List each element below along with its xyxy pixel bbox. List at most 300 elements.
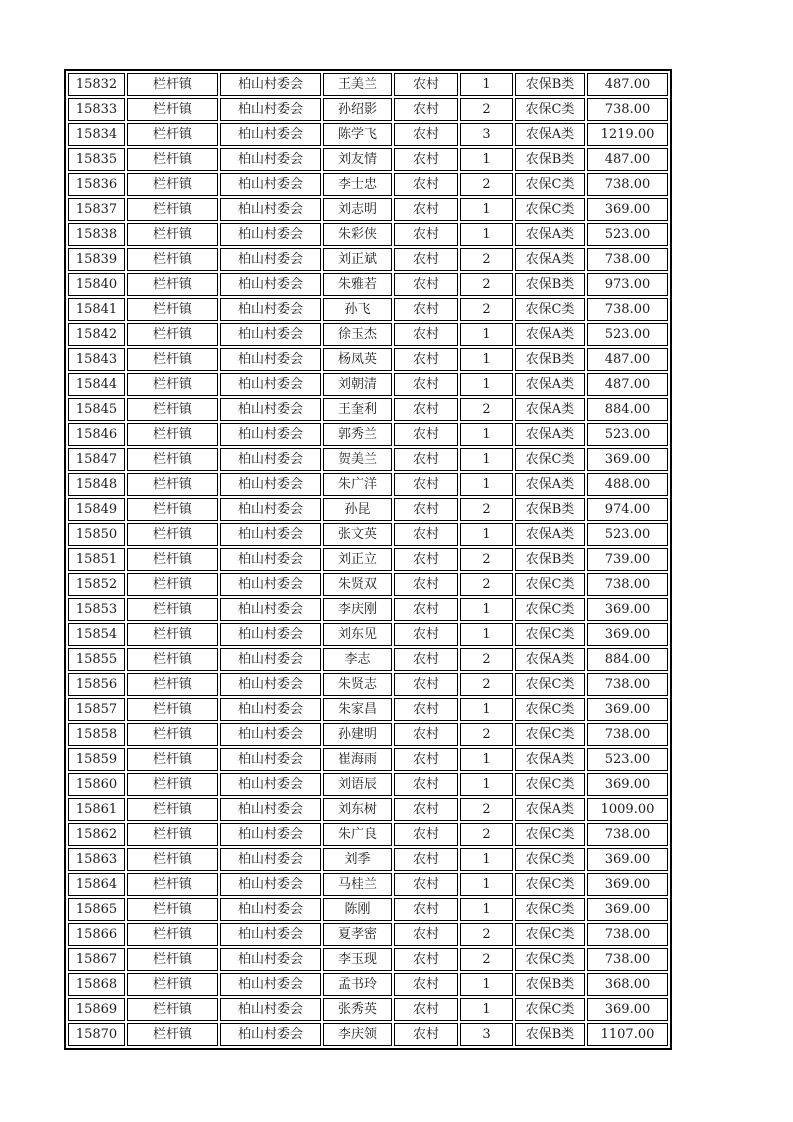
cell-amount: 368.00 bbox=[587, 973, 668, 996]
cell-village-committee: 柏山村委会 bbox=[220, 298, 321, 321]
cell-person-count: 1 bbox=[460, 848, 513, 871]
cell-person-name: 刘正立 bbox=[323, 548, 392, 571]
table-row bbox=[68, 673, 668, 696]
cell-person-name: 刘东树 bbox=[323, 798, 392, 821]
cell-amount: 738.00 bbox=[587, 248, 668, 271]
cell-residence-type: 农村 bbox=[394, 698, 458, 721]
cell-insurance-category: 农保A类 bbox=[515, 323, 585, 346]
cell-person-name: 刘友情 bbox=[323, 148, 392, 171]
cell-town: 栏杆镇 bbox=[127, 223, 218, 246]
cell-person-count: 2 bbox=[460, 173, 513, 196]
cell-residence-type: 农村 bbox=[394, 323, 458, 346]
cell-record-id: 15842 bbox=[68, 323, 125, 346]
cell-village-committee: 柏山村委会 bbox=[220, 698, 321, 721]
cell-town: 栏杆镇 bbox=[127, 948, 218, 971]
cell-residence-type: 农村 bbox=[394, 173, 458, 196]
cell-amount: 738.00 bbox=[587, 98, 668, 121]
table-row bbox=[68, 898, 668, 921]
cell-village-committee: 柏山村委会 bbox=[220, 773, 321, 796]
cell-record-id: 15861 bbox=[68, 798, 125, 821]
cell-town: 栏杆镇 bbox=[127, 998, 218, 1021]
cell-residence-type: 农村 bbox=[394, 348, 458, 371]
cell-town: 栏杆镇 bbox=[127, 573, 218, 596]
cell-person-count: 2 bbox=[460, 673, 513, 696]
cell-residence-type: 农村 bbox=[394, 73, 458, 96]
cell-person-count: 2 bbox=[460, 98, 513, 121]
table-row bbox=[68, 573, 668, 596]
cell-person-count: 2 bbox=[460, 498, 513, 521]
cell-record-id: 15846 bbox=[68, 423, 125, 446]
cell-person-name: 张秀英 bbox=[323, 998, 392, 1021]
table-row bbox=[68, 298, 668, 321]
cell-amount: 369.00 bbox=[587, 873, 668, 896]
cell-town: 栏杆镇 bbox=[127, 848, 218, 871]
cell-insurance-category: 农保B类 bbox=[515, 273, 585, 296]
cell-person-name: 朱广洋 bbox=[323, 473, 392, 496]
cell-insurance-category: 农保B类 bbox=[515, 73, 585, 96]
cell-amount: 523.00 bbox=[587, 523, 668, 546]
cell-person-count: 2 bbox=[460, 248, 513, 271]
cell-record-id: 15864 bbox=[68, 873, 125, 896]
table-row bbox=[68, 498, 668, 521]
cell-town: 栏杆镇 bbox=[127, 273, 218, 296]
cell-person-count: 1 bbox=[460, 373, 513, 396]
cell-record-id: 15847 bbox=[68, 448, 125, 471]
cell-amount: 369.00 bbox=[587, 623, 668, 646]
table-body bbox=[68, 73, 668, 1046]
cell-village-committee: 柏山村委会 bbox=[220, 598, 321, 621]
cell-village-committee: 柏山村委会 bbox=[220, 823, 321, 846]
cell-person-count: 2 bbox=[460, 923, 513, 946]
table-row bbox=[68, 848, 668, 871]
cell-person-count: 2 bbox=[460, 948, 513, 971]
cell-town: 栏杆镇 bbox=[127, 248, 218, 271]
cell-insurance-category: 农保A类 bbox=[515, 523, 585, 546]
table-row bbox=[68, 123, 668, 146]
table-row bbox=[68, 548, 668, 571]
cell-amount: 369.00 bbox=[587, 898, 668, 921]
cell-insurance-category: 农保A类 bbox=[515, 373, 585, 396]
cell-insurance-category: 农保B类 bbox=[515, 973, 585, 996]
cell-person-count: 1 bbox=[460, 773, 513, 796]
cell-town: 栏杆镇 bbox=[127, 348, 218, 371]
cell-insurance-category: 农保C类 bbox=[515, 298, 585, 321]
cell-person-name: 孟书玲 bbox=[323, 973, 392, 996]
cell-town: 栏杆镇 bbox=[127, 548, 218, 571]
cell-village-committee: 柏山村委会 bbox=[220, 998, 321, 1021]
cell-person-count: 1 bbox=[460, 198, 513, 221]
cell-residence-type: 农村 bbox=[394, 823, 458, 846]
cell-amount: 523.00 bbox=[587, 423, 668, 446]
table-row bbox=[68, 473, 668, 496]
cell-amount: 738.00 bbox=[587, 673, 668, 696]
cell-village-committee: 柏山村委会 bbox=[220, 1023, 321, 1046]
cell-person-count: 1 bbox=[460, 998, 513, 1021]
cell-residence-type: 农村 bbox=[394, 198, 458, 221]
cell-residence-type: 农村 bbox=[394, 648, 458, 671]
cell-residence-type: 农村 bbox=[394, 923, 458, 946]
cell-insurance-category: 农保C类 bbox=[515, 673, 585, 696]
cell-amount: 738.00 bbox=[587, 948, 668, 971]
cell-insurance-category: 农保C类 bbox=[515, 198, 585, 221]
cell-amount: 369.00 bbox=[587, 598, 668, 621]
cell-town: 栏杆镇 bbox=[127, 823, 218, 846]
cell-person-name: 朱彩侠 bbox=[323, 223, 392, 246]
cell-village-committee: 柏山村委会 bbox=[220, 248, 321, 271]
cell-residence-type: 农村 bbox=[394, 848, 458, 871]
cell-amount: 738.00 bbox=[587, 298, 668, 321]
cell-amount: 487.00 bbox=[587, 348, 668, 371]
cell-person-name: 陈刚 bbox=[323, 898, 392, 921]
cell-town: 栏杆镇 bbox=[127, 423, 218, 446]
table-row bbox=[68, 373, 668, 396]
cell-amount: 738.00 bbox=[587, 573, 668, 596]
cell-person-name: 张文英 bbox=[323, 523, 392, 546]
cell-residence-type: 农村 bbox=[394, 448, 458, 471]
cell-person-name: 郭秀兰 bbox=[323, 423, 392, 446]
table-row bbox=[68, 648, 668, 671]
cell-person-count: 2 bbox=[460, 273, 513, 296]
cell-village-committee: 柏山村委会 bbox=[220, 723, 321, 746]
cell-record-id: 15856 bbox=[68, 673, 125, 696]
cell-record-id: 15834 bbox=[68, 123, 125, 146]
cell-village-committee: 柏山村委会 bbox=[220, 498, 321, 521]
cell-person-name: 朱贤双 bbox=[323, 573, 392, 596]
cell-town: 栏杆镇 bbox=[127, 873, 218, 896]
cell-insurance-category: 农保C类 bbox=[515, 898, 585, 921]
cell-person-count: 2 bbox=[460, 573, 513, 596]
cell-insurance-category: 农保B类 bbox=[515, 1023, 585, 1046]
cell-town: 栏杆镇 bbox=[127, 623, 218, 646]
cell-village-committee: 柏山村委会 bbox=[220, 198, 321, 221]
table-row bbox=[68, 73, 668, 96]
cell-insurance-category: 农保A类 bbox=[515, 798, 585, 821]
cell-person-count: 1 bbox=[460, 973, 513, 996]
cell-person-name: 孙昆 bbox=[323, 498, 392, 521]
cell-town: 栏杆镇 bbox=[127, 748, 218, 771]
cell-insurance-category: 农保C类 bbox=[515, 923, 585, 946]
table-row bbox=[68, 448, 668, 471]
cell-residence-type: 农村 bbox=[394, 473, 458, 496]
cell-person-count: 1 bbox=[460, 523, 513, 546]
cell-residence-type: 农村 bbox=[394, 548, 458, 571]
table-row bbox=[68, 1023, 668, 1046]
cell-insurance-category: 农保A类 bbox=[515, 648, 585, 671]
cell-person-count: 1 bbox=[460, 698, 513, 721]
cell-insurance-category: 农保C类 bbox=[515, 873, 585, 896]
cell-village-committee: 柏山村委会 bbox=[220, 273, 321, 296]
cell-town: 栏杆镇 bbox=[127, 723, 218, 746]
cell-town: 栏杆镇 bbox=[127, 973, 218, 996]
cell-person-count: 1 bbox=[460, 898, 513, 921]
cell-person-name: 李庆领 bbox=[323, 1023, 392, 1046]
cell-record-id: 15860 bbox=[68, 773, 125, 796]
cell-insurance-category: 农保C类 bbox=[515, 448, 585, 471]
cell-amount: 523.00 bbox=[587, 748, 668, 771]
cell-village-committee: 柏山村委会 bbox=[220, 373, 321, 396]
cell-record-id: 15868 bbox=[68, 973, 125, 996]
cell-village-committee: 柏山村委会 bbox=[220, 923, 321, 946]
cell-person-name: 李志 bbox=[323, 648, 392, 671]
cell-residence-type: 农村 bbox=[394, 873, 458, 896]
cell-record-id: 15850 bbox=[68, 523, 125, 546]
cell-village-committee: 柏山村委会 bbox=[220, 98, 321, 121]
cell-residence-type: 农村 bbox=[394, 1023, 458, 1046]
cell-record-id: 15855 bbox=[68, 648, 125, 671]
cell-record-id: 15866 bbox=[68, 923, 125, 946]
cell-person-count: 1 bbox=[460, 448, 513, 471]
table-row bbox=[68, 948, 668, 971]
cell-record-id: 15838 bbox=[68, 223, 125, 246]
cell-person-count: 1 bbox=[460, 623, 513, 646]
cell-residence-type: 农村 bbox=[394, 973, 458, 996]
cell-person-count: 3 bbox=[460, 123, 513, 146]
cell-residence-type: 农村 bbox=[394, 223, 458, 246]
cell-record-id: 15867 bbox=[68, 948, 125, 971]
cell-residence-type: 农村 bbox=[394, 398, 458, 421]
cell-town: 栏杆镇 bbox=[127, 898, 218, 921]
cell-insurance-category: 农保B类 bbox=[515, 548, 585, 571]
table-row bbox=[68, 98, 668, 121]
cell-town: 栏杆镇 bbox=[127, 1023, 218, 1046]
cell-village-committee: 柏山村委会 bbox=[220, 973, 321, 996]
cell-person-name: 王美兰 bbox=[323, 73, 392, 96]
cell-insurance-category: 农保A类 bbox=[515, 748, 585, 771]
cell-insurance-category: 农保C类 bbox=[515, 723, 585, 746]
cell-person-count: 1 bbox=[460, 423, 513, 446]
cell-person-name: 朱雅若 bbox=[323, 273, 392, 296]
cell-person-count: 2 bbox=[460, 548, 513, 571]
cell-residence-type: 农村 bbox=[394, 298, 458, 321]
cell-person-name: 刘季 bbox=[323, 848, 392, 871]
cell-insurance-category: 农保C类 bbox=[515, 573, 585, 596]
cell-amount: 973.00 bbox=[587, 273, 668, 296]
cell-record-id: 15833 bbox=[68, 98, 125, 121]
cell-person-name: 朱家昌 bbox=[323, 698, 392, 721]
table-row bbox=[68, 873, 668, 896]
cell-person-count: 2 bbox=[460, 823, 513, 846]
table-row bbox=[68, 523, 668, 546]
cell-insurance-category: 农保C类 bbox=[515, 173, 585, 196]
cell-person-count: 2 bbox=[460, 648, 513, 671]
cell-record-id: 15835 bbox=[68, 148, 125, 171]
cell-residence-type: 农村 bbox=[394, 998, 458, 1021]
table-row bbox=[68, 198, 668, 221]
cell-insurance-category: 农保C类 bbox=[515, 623, 585, 646]
cell-town: 栏杆镇 bbox=[127, 448, 218, 471]
table-row bbox=[68, 398, 668, 421]
cell-record-id: 15858 bbox=[68, 723, 125, 746]
cell-town: 栏杆镇 bbox=[127, 98, 218, 121]
cell-residence-type: 农村 bbox=[394, 798, 458, 821]
cell-person-name: 孙建明 bbox=[323, 723, 392, 746]
cell-person-name: 李庆刚 bbox=[323, 598, 392, 621]
cell-person-name: 马桂兰 bbox=[323, 873, 392, 896]
cell-residence-type: 农村 bbox=[394, 273, 458, 296]
cell-insurance-category: 农保A类 bbox=[515, 248, 585, 271]
cell-residence-type: 农村 bbox=[394, 723, 458, 746]
cell-record-id: 15843 bbox=[68, 348, 125, 371]
cell-village-committee: 柏山村委会 bbox=[220, 423, 321, 446]
cell-person-name: 刘朝清 bbox=[323, 373, 392, 396]
cell-record-id: 15837 bbox=[68, 198, 125, 221]
cell-village-committee: 柏山村委会 bbox=[220, 148, 321, 171]
cell-record-id: 15848 bbox=[68, 473, 125, 496]
cell-person-name: 朱贤志 bbox=[323, 673, 392, 696]
cell-residence-type: 农村 bbox=[394, 898, 458, 921]
cell-town: 栏杆镇 bbox=[127, 148, 218, 171]
table-row bbox=[68, 773, 668, 796]
cell-amount: 738.00 bbox=[587, 723, 668, 746]
cell-amount: 974.00 bbox=[587, 498, 668, 521]
cell-residence-type: 农村 bbox=[394, 373, 458, 396]
cell-residence-type: 农村 bbox=[394, 573, 458, 596]
cell-person-count: 2 bbox=[460, 723, 513, 746]
cell-residence-type: 农村 bbox=[394, 948, 458, 971]
cell-record-id: 15852 bbox=[68, 573, 125, 596]
table-row bbox=[68, 148, 668, 171]
cell-record-id: 15854 bbox=[68, 623, 125, 646]
cell-insurance-category: 农保A类 bbox=[515, 398, 585, 421]
cell-residence-type: 农村 bbox=[394, 498, 458, 521]
cell-residence-type: 农村 bbox=[394, 98, 458, 121]
cell-insurance-category: 农保C类 bbox=[515, 98, 585, 121]
cell-amount: 369.00 bbox=[587, 698, 668, 721]
table-row bbox=[68, 598, 668, 621]
cell-amount: 369.00 bbox=[587, 198, 668, 221]
cell-record-id: 15841 bbox=[68, 298, 125, 321]
table-row bbox=[68, 348, 668, 371]
cell-person-name: 崔海雨 bbox=[323, 748, 392, 771]
cell-amount: 1009.00 bbox=[587, 798, 668, 821]
cell-insurance-category: 农保B类 bbox=[515, 498, 585, 521]
cell-town: 栏杆镇 bbox=[127, 698, 218, 721]
cell-person-count: 2 bbox=[460, 798, 513, 821]
cell-village-committee: 柏山村委会 bbox=[220, 448, 321, 471]
cell-amount: 884.00 bbox=[587, 398, 668, 421]
cell-record-id: 15859 bbox=[68, 748, 125, 771]
cell-town: 栏杆镇 bbox=[127, 198, 218, 221]
cell-person-count: 1 bbox=[460, 748, 513, 771]
cell-town: 栏杆镇 bbox=[127, 123, 218, 146]
table-row bbox=[68, 248, 668, 271]
cell-village-committee: 柏山村委会 bbox=[220, 348, 321, 371]
cell-town: 栏杆镇 bbox=[127, 598, 218, 621]
cell-person-count: 1 bbox=[460, 323, 513, 346]
cell-insurance-category: 农保B类 bbox=[515, 148, 585, 171]
cell-person-count: 1 bbox=[460, 873, 513, 896]
cell-insurance-category: 农保A类 bbox=[515, 123, 585, 146]
table-row bbox=[68, 923, 668, 946]
cell-person-name: 夏孝密 bbox=[323, 923, 392, 946]
cell-insurance-category: 农保C类 bbox=[515, 598, 585, 621]
cell-record-id: 15836 bbox=[68, 173, 125, 196]
cell-village-committee: 柏山村委会 bbox=[220, 173, 321, 196]
cell-person-name: 孙绍影 bbox=[323, 98, 392, 121]
cell-residence-type: 农村 bbox=[394, 423, 458, 446]
table-row bbox=[68, 323, 668, 346]
cell-residence-type: 农村 bbox=[394, 598, 458, 621]
cell-amount: 884.00 bbox=[587, 648, 668, 671]
cell-amount: 488.00 bbox=[587, 473, 668, 496]
table-row bbox=[68, 423, 668, 446]
cell-amount: 738.00 bbox=[587, 173, 668, 196]
cell-residence-type: 农村 bbox=[394, 523, 458, 546]
cell-record-id: 15845 bbox=[68, 398, 125, 421]
cell-amount: 487.00 bbox=[587, 73, 668, 96]
table-row bbox=[68, 973, 668, 996]
cell-residence-type: 农村 bbox=[394, 248, 458, 271]
cell-insurance-category: 农保A类 bbox=[515, 223, 585, 246]
cell-village-committee: 柏山村委会 bbox=[220, 673, 321, 696]
cell-person-name: 刘正斌 bbox=[323, 248, 392, 271]
cell-person-name: 李玉现 bbox=[323, 948, 392, 971]
cell-person-count: 1 bbox=[460, 348, 513, 371]
cell-person-name: 李士忠 bbox=[323, 173, 392, 196]
cell-amount: 738.00 bbox=[587, 823, 668, 846]
cell-person-count: 1 bbox=[460, 223, 513, 246]
cell-person-name: 贺美兰 bbox=[323, 448, 392, 471]
cell-record-id: 15851 bbox=[68, 548, 125, 571]
cell-record-id: 15844 bbox=[68, 373, 125, 396]
cell-village-committee: 柏山村委会 bbox=[220, 223, 321, 246]
cell-amount: 1219.00 bbox=[587, 123, 668, 146]
cell-village-committee: 柏山村委会 bbox=[220, 323, 321, 346]
cell-village-committee: 柏山村委会 bbox=[220, 798, 321, 821]
cell-amount: 487.00 bbox=[587, 148, 668, 171]
cell-person-count: 2 bbox=[460, 398, 513, 421]
cell-residence-type: 农村 bbox=[394, 123, 458, 146]
cell-village-committee: 柏山村委会 bbox=[220, 748, 321, 771]
cell-town: 栏杆镇 bbox=[127, 323, 218, 346]
cell-town: 栏杆镇 bbox=[127, 473, 218, 496]
cell-insurance-category: 农保C类 bbox=[515, 698, 585, 721]
table-row bbox=[68, 823, 668, 846]
cell-town: 栏杆镇 bbox=[127, 523, 218, 546]
table-row bbox=[68, 798, 668, 821]
cell-insurance-category: 农保C类 bbox=[515, 948, 585, 971]
cell-person-name: 杨凤英 bbox=[323, 348, 392, 371]
cell-village-committee: 柏山村委会 bbox=[220, 548, 321, 571]
cell-insurance-category: 农保C类 bbox=[515, 773, 585, 796]
table-row bbox=[68, 698, 668, 721]
cell-village-committee: 柏山村委会 bbox=[220, 898, 321, 921]
cell-record-id: 15832 bbox=[68, 73, 125, 96]
cell-town: 栏杆镇 bbox=[127, 173, 218, 196]
cell-residence-type: 农村 bbox=[394, 748, 458, 771]
cell-amount: 738.00 bbox=[587, 923, 668, 946]
cell-village-committee: 柏山村委会 bbox=[220, 648, 321, 671]
cell-residence-type: 农村 bbox=[394, 673, 458, 696]
cell-record-id: 15839 bbox=[68, 248, 125, 271]
cell-person-count: 2 bbox=[460, 298, 513, 321]
cell-residence-type: 农村 bbox=[394, 773, 458, 796]
pension-record-table bbox=[64, 69, 672, 1050]
cell-amount: 369.00 bbox=[587, 773, 668, 796]
cell-village-committee: 柏山村委会 bbox=[220, 123, 321, 146]
cell-amount: 369.00 bbox=[587, 448, 668, 471]
table-row bbox=[68, 723, 668, 746]
cell-record-id: 15870 bbox=[68, 1023, 125, 1046]
cell-town: 栏杆镇 bbox=[127, 798, 218, 821]
cell-town: 栏杆镇 bbox=[127, 373, 218, 396]
cell-person-name: 刘东见 bbox=[323, 623, 392, 646]
cell-town: 栏杆镇 bbox=[127, 398, 218, 421]
cell-amount: 369.00 bbox=[587, 848, 668, 871]
cell-town: 栏杆镇 bbox=[127, 773, 218, 796]
table-row bbox=[68, 748, 668, 771]
cell-record-id: 15853 bbox=[68, 598, 125, 621]
